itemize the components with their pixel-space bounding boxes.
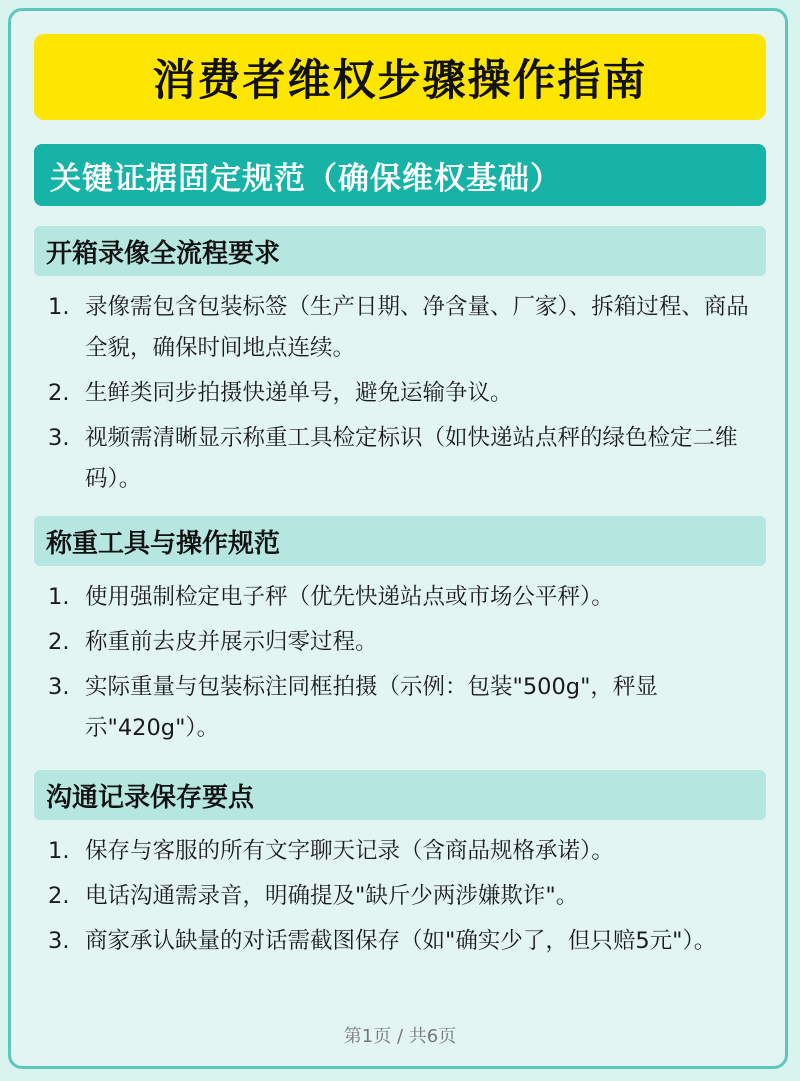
list-item — [48, 831, 768, 872]
item-number: 2. — [48, 629, 70, 655]
subsection-header-unboxing — [34, 226, 766, 276]
list-item — [48, 622, 768, 663]
list-item — [48, 287, 768, 369]
section-title: 关键证据固定规范（确保维权基础） — [50, 160, 562, 197]
item-number: 2. — [48, 380, 70, 406]
subsection-header-weighing — [34, 516, 766, 566]
item-number: 1. — [48, 294, 70, 320]
subsection-heading: 开箱录像全流程要求 — [46, 238, 281, 269]
item-text: 使用强制检定电子秤（优先快递站点或市场公平秤）。 — [85, 584, 614, 610]
item-text: 生鲜类同步拍摄快递单号，避免运输争议。 — [85, 380, 513, 406]
item-text: 称重前去皮并展示归零过程。 — [85, 629, 378, 655]
list-unboxing — [48, 287, 768, 504]
list-item — [48, 418, 768, 500]
list-item — [48, 921, 768, 962]
item-number: 1. — [48, 838, 70, 864]
item-text: 电话沟通需录音，明确提及"缺斤少两涉嫌欺诈"。 — [85, 883, 579, 909]
list-item — [48, 876, 768, 917]
list-item — [48, 667, 768, 749]
list-item — [48, 373, 768, 414]
title-banner — [34, 34, 766, 120]
page-indicator: 第1页 / 共6页 — [343, 1026, 457, 1047]
item-text: 录像需包含包装标签（生产日期、净含量、厂家）、拆箱过程、商品全貌，确保时间地点连续。 — [85, 294, 749, 361]
list-item — [48, 577, 768, 618]
item-text: 保存与客服的所有文字聊天记录（含商品规格承诺）。 — [85, 838, 614, 864]
subsection-heading: 沟通记录保存要点 — [46, 782, 255, 813]
item-text: 实际重量与包装标注同框拍摄（示例：包装"500g"，秤显示"420g"）。 — [85, 674, 658, 741]
item-number: 2. — [48, 883, 70, 909]
list-weighing — [48, 577, 768, 753]
item-number: 3. — [48, 928, 70, 954]
section-banner — [34, 144, 766, 206]
item-number: 3. — [48, 674, 70, 700]
page-title: 消费者维权步骤操作指南 — [152, 55, 648, 106]
list-communication — [48, 831, 768, 966]
subsection-header-communication — [34, 770, 766, 820]
item-number: 3. — [48, 425, 70, 451]
item-number: 1. — [48, 584, 70, 610]
item-text: 视频需清晰显示称重工具检定标识（如快递站点秤的绿色检定二维码）。 — [85, 425, 738, 492]
item-text: 商家承认缺量的对话需截图保存（如"确实少了，但只赔5元"）。 — [85, 928, 717, 954]
subsection-heading: 称重工具与操作规范 — [46, 528, 281, 559]
